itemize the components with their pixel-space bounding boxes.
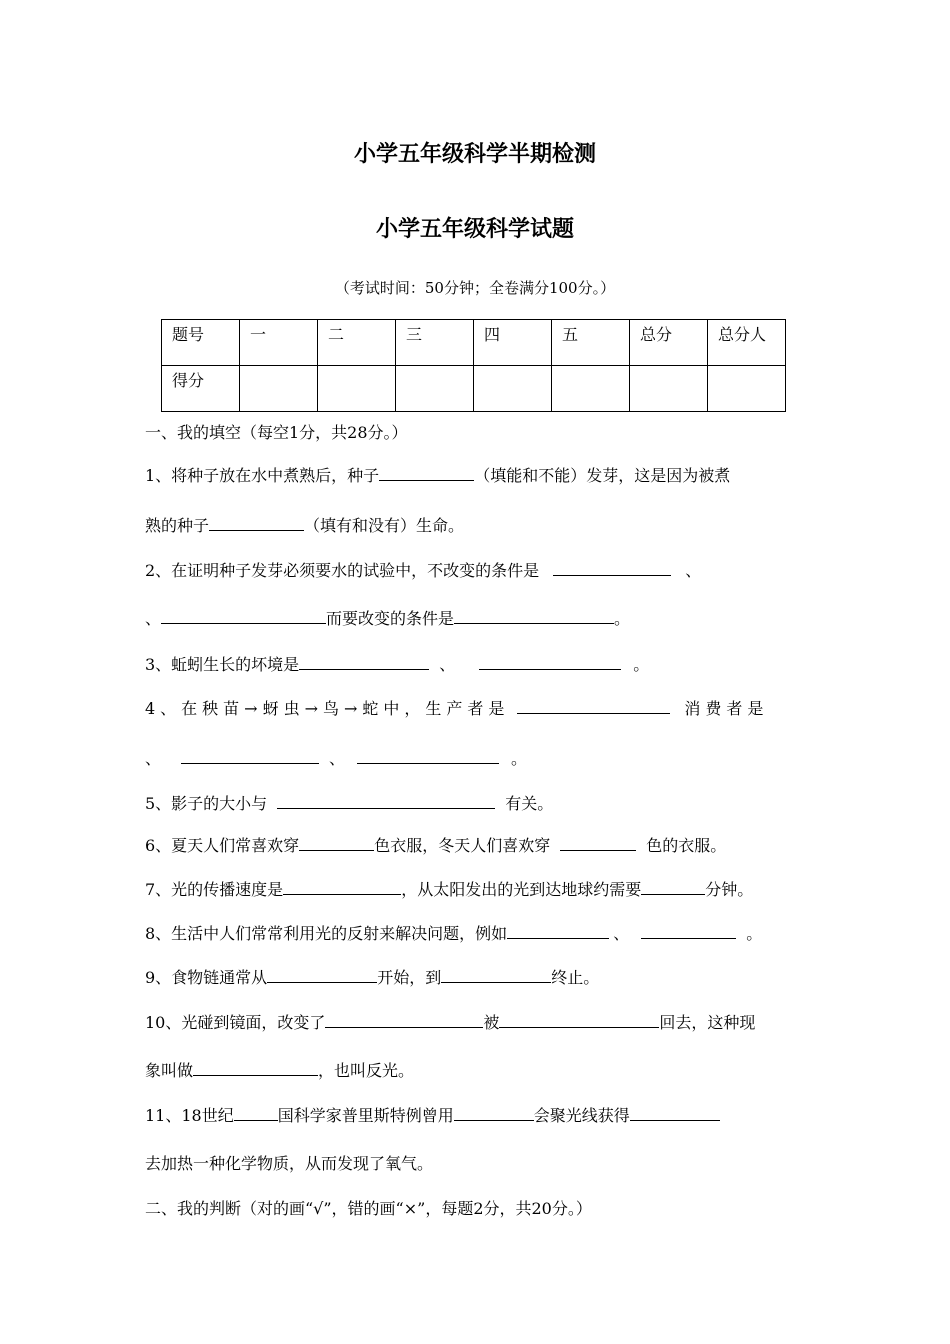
- question-1-line-2: [145, 512, 464, 536]
- question-text: 。: [511, 749, 528, 768]
- question-text: 而要改变的条件是: [326, 609, 455, 628]
- question-text: 象叫做: [145, 1061, 194, 1080]
- question-text: 。: [746, 924, 763, 943]
- question-text: 、: [613, 924, 630, 943]
- answer-blank[interactable]: [630, 1102, 720, 1121]
- question-text: （填能和不能）发芽，这是因为被煮: [474, 466, 731, 485]
- answer-blank[interactable]: [641, 920, 736, 939]
- question-7: [145, 876, 753, 900]
- question-11-line-1: [145, 1102, 720, 1126]
- question-text: 9、食物链通常从: [145, 968, 268, 987]
- answer-blank[interactable]: [357, 745, 499, 764]
- question-10-line-1: [145, 1009, 755, 1033]
- answer-blank[interactable]: [379, 462, 474, 481]
- question-text: 4、在秧苗→蚜虫→鸟→蛇中，生产者是: [145, 699, 510, 718]
- score-table-cell: 四: [474, 320, 552, 366]
- question-1-line-1: [145, 462, 730, 486]
- score-table: [161, 319, 786, 412]
- question-text: 11、18世纪: [145, 1106, 234, 1125]
- score-table-cell: 三: [396, 320, 474, 366]
- question-text: 开始，到: [377, 968, 442, 987]
- question-text: 1、将种子放在水中煮熟后，种子: [145, 466, 380, 485]
- question-4-line-2: [145, 745, 527, 769]
- answer-blank[interactable]: [507, 920, 609, 939]
- section1-heading: 一、我的填空（每空1分，共28分。）: [145, 423, 408, 442]
- answer-blank[interactable]: [454, 1102, 534, 1121]
- answer-blank[interactable]: [517, 695, 670, 714]
- score-table-cell: 一: [240, 320, 318, 366]
- score-input-cell[interactable]: [396, 366, 474, 412]
- question-text: 6、夏天人们常喜欢穿: [145, 836, 300, 855]
- exam-title: 小学五年级科学半期检测: [353, 142, 596, 167]
- question-text: 熟的种子: [145, 516, 210, 535]
- question-text: 被: [483, 1013, 500, 1032]
- answer-blank[interactable]: [209, 512, 304, 531]
- question-text: 、: [329, 749, 346, 768]
- question-text: 、: [685, 561, 702, 580]
- answer-blank[interactable]: [641, 876, 705, 895]
- score-table-cell: 五: [552, 320, 630, 366]
- score-table-score-row: [162, 366, 786, 412]
- question-9: [145, 964, 599, 988]
- answer-blank[interactable]: [161, 605, 326, 624]
- answer-blank[interactable]: [553, 557, 671, 576]
- answer-blank[interactable]: [234, 1102, 278, 1121]
- score-table-cell: 总分: [630, 320, 708, 366]
- question-text: 7、光的传播速度是: [145, 880, 284, 899]
- answer-blank[interactable]: [454, 605, 614, 624]
- score-table-cell: 得分: [162, 366, 240, 412]
- question-text: 10、光碰到镜面，改变了: [145, 1013, 326, 1032]
- answer-blank[interactable]: [441, 964, 551, 983]
- exam-subtitle: 小学五年级科学试题: [375, 217, 574, 242]
- answer-blank[interactable]: [325, 1009, 483, 1028]
- score-input-cell[interactable]: [708, 366, 786, 412]
- question-text: 。: [614, 609, 631, 628]
- answer-blank[interactable]: [181, 745, 319, 764]
- question-4-line-1: [145, 695, 768, 719]
- answer-blank[interactable]: [267, 964, 377, 983]
- question-text: 、: [439, 655, 456, 674]
- section2-heading: 二、我的判断（对的画“√”，错的画“×”，每题2分，共20分。）: [145, 1199, 592, 1218]
- score-input-cell[interactable]: [318, 366, 396, 412]
- score-input-cell[interactable]: [240, 366, 318, 412]
- question-text: 、: [145, 609, 162, 628]
- question-text: 消费者是: [684, 699, 769, 718]
- answer-blank[interactable]: [479, 651, 621, 670]
- question-5: [145, 790, 553, 814]
- question-text: 终止。: [551, 968, 600, 987]
- question-text: 有关。: [505, 794, 554, 813]
- question-text: 5、影子的大小与: [145, 794, 268, 813]
- question-text: 8、生活中人们常常利用光的反射来解决问题，例如: [145, 924, 508, 943]
- score-table-header-row: [162, 320, 786, 366]
- score-table-cell: 总分人: [708, 320, 786, 366]
- answer-blank[interactable]: [299, 832, 374, 851]
- question-text: 。: [633, 655, 650, 674]
- score-input-cell[interactable]: [474, 366, 552, 412]
- question-11-line-2: 去加热一种化学物质，从而发现了氧气。: [145, 1154, 434, 1173]
- question-text: （填有和没有）生命。: [304, 516, 465, 535]
- question-3: [145, 651, 649, 675]
- exam-note: （考试时间：50分钟；全卷满分100分。）: [334, 279, 616, 297]
- question-text: 回去，这种现: [659, 1013, 756, 1032]
- question-text: 色衣服，冬天人们喜欢穿: [374, 836, 551, 855]
- question-text: ，也叫反光。: [318, 1061, 415, 1080]
- question-2-line-2: [145, 605, 630, 629]
- question-text: 3、蚯蚓生长的坏境是: [145, 655, 300, 674]
- question-text: 、: [145, 749, 162, 768]
- answer-blank[interactable]: [193, 1057, 318, 1076]
- score-table-cell: 二: [318, 320, 396, 366]
- question-text: 会聚光线获得: [533, 1106, 630, 1125]
- question-6: [145, 832, 726, 856]
- score-table-cell: 题号: [162, 320, 240, 366]
- question-text: 分钟。: [705, 880, 754, 899]
- answer-blank[interactable]: [299, 651, 429, 670]
- question-8: [145, 920, 762, 944]
- answer-blank[interactable]: [283, 876, 401, 895]
- question-10-line-2: [145, 1057, 414, 1081]
- answer-blank[interactable]: [277, 790, 495, 809]
- question-text: 国科学家普里斯特例曾用: [277, 1106, 454, 1125]
- question-text: ，从太阳发出的光到达地球约需要: [401, 880, 642, 899]
- answer-blank[interactable]: [560, 832, 636, 851]
- question-text: 色的衣服。: [646, 836, 727, 855]
- answer-blank[interactable]: [499, 1009, 659, 1028]
- score-input-cell[interactable]: [552, 366, 630, 412]
- question-text: 2、在证明种子发芽必须要水的试验中，不改变的条件是: [145, 561, 540, 580]
- score-input-cell[interactable]: [630, 366, 708, 412]
- question-2-line-1: [145, 557, 701, 581]
